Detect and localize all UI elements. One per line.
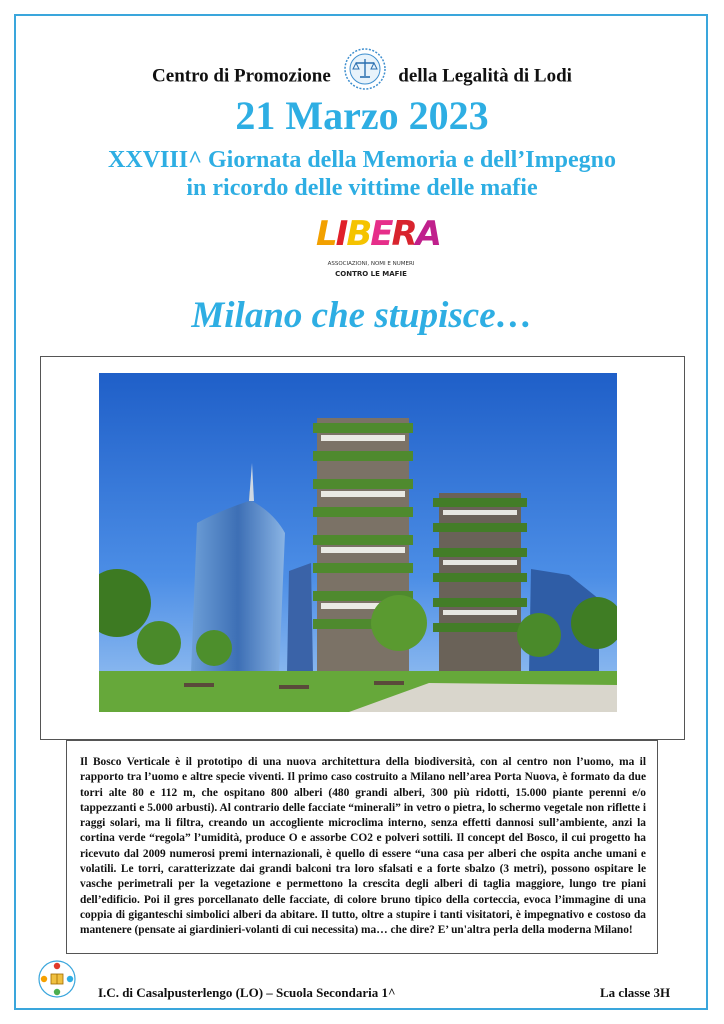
subtitle-line-1: XXVIII^ Giornata della Memoria e dell’Impegno xyxy=(108,147,616,173)
subtitle-line-2: in ricordo delle vittime delle mafie xyxy=(186,175,538,201)
school-logo-icon xyxy=(36,958,78,1000)
libera-assoc-text: ASSOCIAZIONI, NOMI E NUMERI xyxy=(327,261,415,267)
libera-contro-text: CONTRO LE MAFIE xyxy=(335,270,407,278)
event-date: 21 Marzo 2023 xyxy=(235,93,489,138)
libera-logo-word: LIBERA xyxy=(316,214,440,254)
footer-school: I.C. di Casalpusterlengo (LO) – Scuola Secondaria 1^ xyxy=(98,985,396,1000)
bosco-verticale-photo-icon xyxy=(99,373,617,712)
footer-class: La classe 3H xyxy=(600,985,671,1000)
header-right: della Legalità di Lodi xyxy=(398,65,572,87)
libera-logo xyxy=(316,214,440,286)
event-subtitle xyxy=(0,146,724,202)
header-left: Centro di Promozione xyxy=(152,65,331,87)
tagline: Milano che stupisce… xyxy=(191,295,533,336)
body-text: Il Bosco Verticale è il prototipo di una nuova architettura della biodiversità, con al centro non l’uomo, ma il rapporto tra l’uomo e altre specie viventi. Il primo caso costruito a Milano nell’area Porta Nuova, è formato da due torri alte 80 e 112 m, che ospitano 800 alberi (480 grandi alberi, 300 più ridotti, 15.000 piante perenni e/o tappezzanti e 5.000 arbusti). Al contrario delle facciate “minerali” in vetro o pietra, lo schermo vegetale non riflette i raggi solari, ma li filtra, creando un accogliente microclima interno, senza effetti dannosi sull’ambiente, anzi la cortina verde “regola” l’umidità, produce O e assorbe CO2 e polveri sottili. Il concept del Bosco, il cui progetto ha ricevuto dal 2009 numerosi premi internazionali, è quello di essere “una casa per alberi che ospita anche umani e volatili. Le torri, caratterizzate dai grandi balconi tra loro sfalsati e a forte sbalzo (3 metri), possono ospitare le vasche perimetrali per la vegetazione e permettono la crescita degli alberi di taglia maggiore, lungo tre piani dell’edificio. Poi il gres porcellanato delle facciate, di colore bruno tipico della corteccia, evoca l’immagine di una coppia di giganteschi simbolici alberi da abitare. Il tutto, oltre a stupire i tanti visitatori, è impegnativo e costoso da mantenere (pensate ai giardinieri-volanti di cui necessita) ma… che dire? E’ un'altra perla della moderna Milano! xyxy=(80,756,646,937)
scales-of-justice-seal-icon xyxy=(344,48,386,90)
